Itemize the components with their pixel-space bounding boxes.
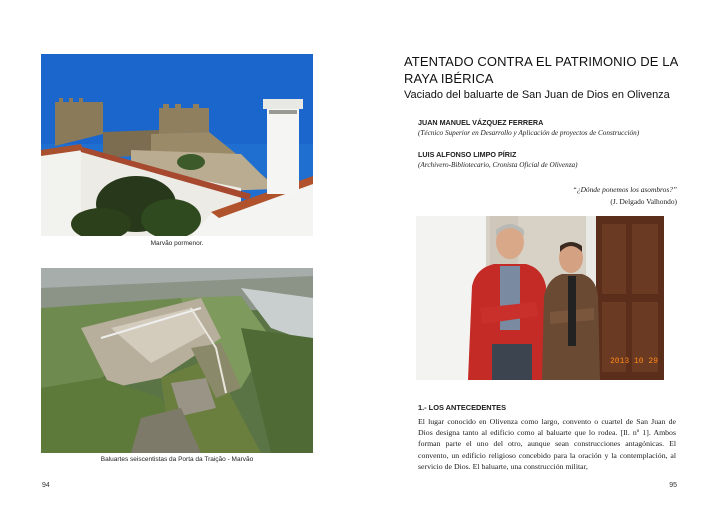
article-subtitle: Vaciado del baluarte de San Juan de Dios en Olivenza [404, 89, 670, 101]
epigraph-quote: “¿Dónde ponemos los asombros?” [572, 185, 677, 194]
right-page [360, 0, 720, 525]
section-heading: 1.- LOS ANTECEDENTES [418, 403, 507, 412]
author-name: JUAN MANUEL VÁZQUEZ FERRERA [418, 118, 544, 127]
article-title: ATENTADO CONTRA EL PATRIMONIO DE LA RAYA IBÉRICA [404, 54, 678, 86]
author-role: (Archivero-Bibliotecario, Cronista Oficial de Olivenza) [418, 161, 578, 169]
epigraph-source: (J. Delgado Valhondo) [610, 197, 677, 206]
page-number-right: 95 [669, 482, 677, 489]
author-name: LUIS ALFONSO LIMPO PÍRIZ [418, 150, 517, 159]
caption-2: Baluartes seiscentistas da Porta da Traição - Marvão [100, 456, 254, 463]
page-number-left: 94 [42, 482, 50, 489]
author-role: (Técnico Superior en Desarrollo y Aplicación de proyectos de Construcción) [418, 129, 640, 137]
aerial-photo [41, 268, 313, 453]
body-text: El lugar conocido en Olivenza como largo, convento o cuartel de San Juan de Dios designa tanto al edificio como al baluarte que lo rodea. [Il. nº 1]. Ambos forman parte el uno del otro, aunque sean construcciones antagónicas. El convento, un edificio religioso concebido para la oración y la contemplación, al servicio de Dios. El baluarte, una construcción militar, [418, 417, 676, 471]
photo-timestamp: 2013 10 29 [610, 357, 659, 366]
caption-1: Marvão pormenor. [150, 240, 204, 247]
castle-photo [41, 54, 313, 236]
authors-photo [416, 216, 664, 380]
